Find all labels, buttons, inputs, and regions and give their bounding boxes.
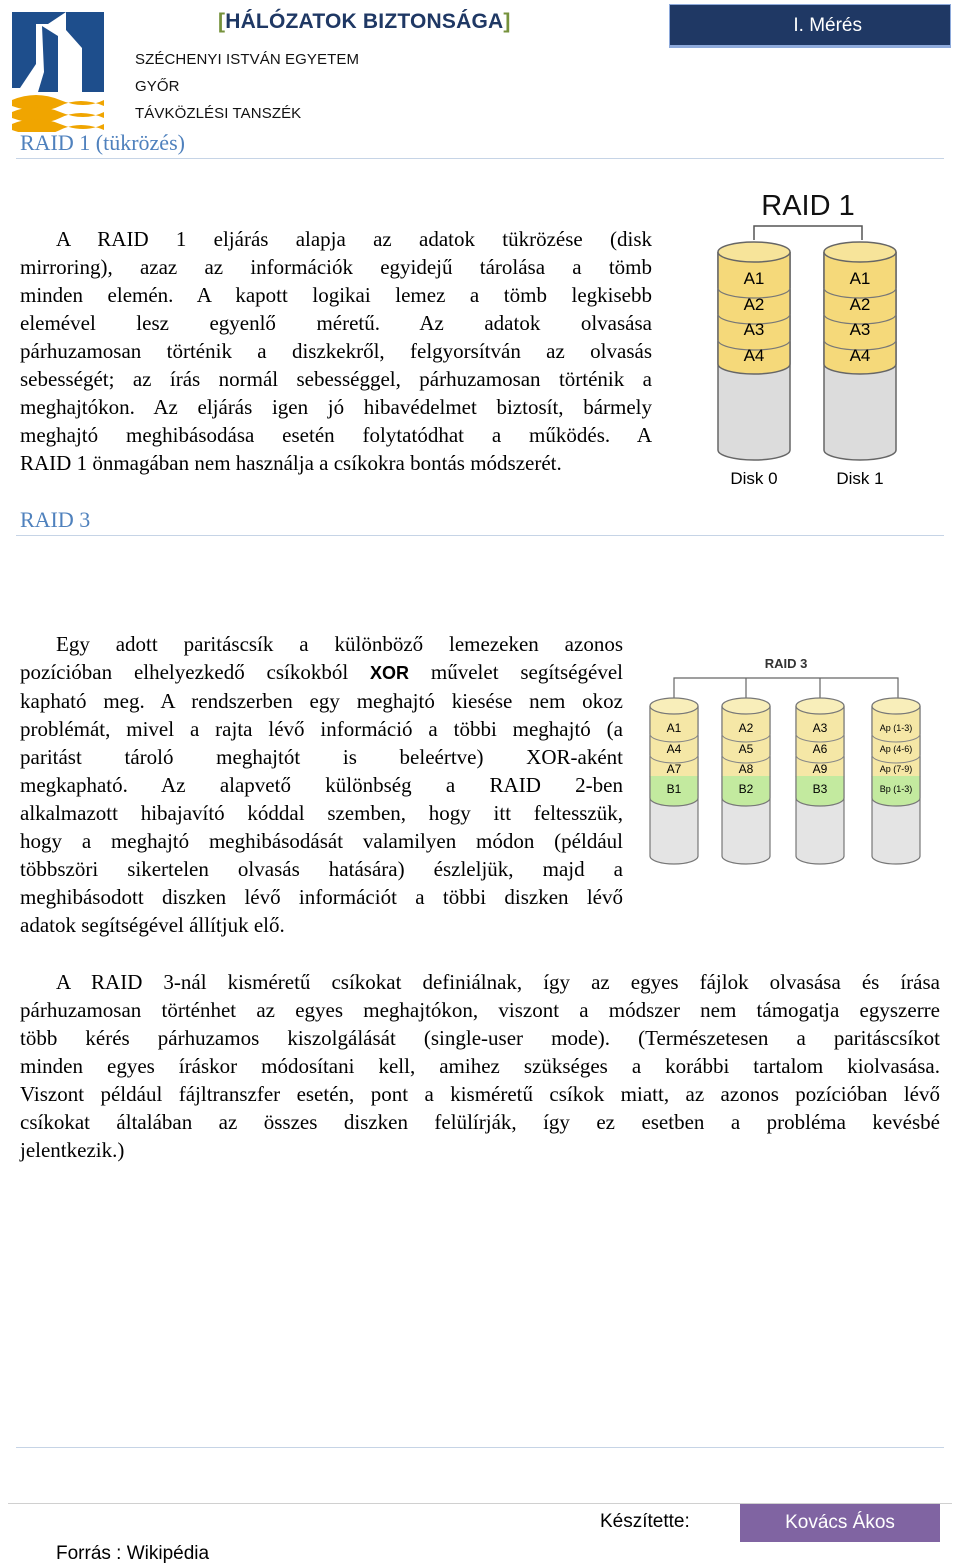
- raid3-title: RAID 3: [764, 656, 808, 671]
- block-label: A3: [849, 320, 871, 339]
- measure-label-box: [669, 4, 951, 46]
- paragraph-line: problémát, mivel a rajta lévő információ a többi meghajtó (a: [20, 717, 623, 741]
- author-box: [740, 1504, 940, 1542]
- paragraph-text: pozícióban elhelyezkedő csíkokból: [20, 660, 371, 684]
- paragraph-line: többszöri sikertelen olvasás hatására) észleljük, majd a: [20, 857, 623, 881]
- university-city: GYŐR: [135, 78, 180, 95]
- disk-label: Disk 0: [730, 469, 778, 488]
- paragraph-line: hogy a meghajtó meghibásodását valamilyen módon (például: [20, 829, 623, 853]
- section-rule: [16, 158, 944, 159]
- bracket-open: [: [218, 10, 226, 33]
- block-label: A2: [738, 721, 754, 735]
- block-label: A5: [738, 742, 754, 756]
- paragraph-line: párhuzamosan történik a diszkekről, felgyorsítván az olvasás: [20, 339, 652, 363]
- paragraph-line: meghajtó meghibásodása esetén folytatódhat a működés. A: [20, 423, 652, 447]
- source-note: Forrás : Wikipédia: [56, 1543, 210, 1564]
- paragraph-line: mirroring), azaz az információk egyidejű tárolása a tömb: [20, 255, 652, 279]
- prepared-by-label: Készítette:: [600, 1511, 690, 1532]
- footer-rule: [16, 1447, 944, 1448]
- paragraph-raid3: [20, 630, 623, 939]
- department-name: TÁVKÖZLÉSI TANSZÉK: [135, 105, 302, 122]
- paragraph-line: alkalmazott hibajavító kóddal szemben, hogy itt feltesszük,: [20, 801, 623, 825]
- block-label: B2: [738, 782, 754, 796]
- block-label: B1: [666, 782, 682, 796]
- paragraph-line: Egy adott paritáscsík a különböző lemezeken azonos: [56, 632, 623, 656]
- paragraph-line: jelentkezik.): [20, 1138, 125, 1162]
- block-label: A1: [743, 269, 765, 288]
- paragraph-raid3-detail: [20, 968, 940, 1164]
- section-heading-raid1: RAID 1 (tükrözés): [20, 130, 185, 155]
- block-label: A4: [743, 346, 765, 365]
- paragraph-line: sebességét; az írás normál sebességgel, párhuzamosan történik a: [20, 367, 652, 391]
- paragraph-line: minden elemén. A kapott logikai lemez a tömb legkisebb: [20, 283, 652, 307]
- paragraph-line: A RAID 1 eljárás alapja az adatok tükrözése (disk: [56, 227, 652, 251]
- raid3-disk-2: [722, 698, 770, 864]
- paragraph-text: művelet segítségével: [409, 660, 623, 684]
- raid3-parity-disk: [872, 698, 920, 864]
- raid3-diagram: [646, 652, 926, 876]
- block-label: A2: [849, 295, 871, 314]
- raid1-connector: [754, 226, 862, 240]
- block-label: Ap (4-6): [879, 744, 913, 754]
- block-label: A3: [812, 721, 828, 735]
- xor-keyword: XOR: [370, 663, 410, 683]
- block-label: A8: [738, 762, 754, 776]
- paragraph-line: Viszont például fájltranszfer esetén, pont a kisméretű csíkok miatt, az azonos pozícióban lévő: [20, 1082, 940, 1106]
- measure-label: I. Mérés: [793, 15, 862, 36]
- paragraph-line: elemével lesz egyenlő méretű. Az adatok olvasása: [20, 311, 652, 335]
- paragraph-line: meghibásodott diszken lévő információt a többi diszken lévő: [20, 885, 623, 909]
- paragraph-line: minden egyes íráskor módosítani kell, amihez szükséges a korábbi tartalom kiolvasása.: [20, 1054, 940, 1078]
- section-heading-raid3: RAID 3: [20, 507, 91, 532]
- block-label: A1: [849, 269, 871, 288]
- block-label: Ap (1-3): [879, 723, 913, 733]
- block-label: A6: [812, 742, 828, 756]
- block-label: A9: [812, 762, 828, 776]
- paragraph-line: paritást tároló meghajtót is beleértve) XOR-aként: [20, 745, 623, 769]
- paragraph-line: adatok segítségével állítjuk elő.: [20, 913, 285, 937]
- document-title: [218, 10, 511, 34]
- paragraph-line: meghajtókon. Az eljárás igen jó hibavédelmet biztosít, bármely: [20, 395, 652, 419]
- paragraph-line: kapható meg. A rendszerben egy meghajtó kiesése nem okoz: [20, 689, 623, 713]
- paragraph-line: több kérés párhuzamos kiszolgálását (single-user mode). (Természetesen a paritáscsíkot: [20, 1026, 940, 1050]
- paragraph-raid1: [20, 225, 652, 477]
- university-logo: [8, 8, 108, 132]
- raid3-connector: [674, 678, 898, 698]
- block-label: A2: [743, 295, 765, 314]
- author-name: Kovács Ákos: [785, 1512, 895, 1533]
- paragraph-line: párhuzamosan történhet az egyes meghajtókon, viszont a módszer nem támogatja egyszerre: [20, 998, 940, 1022]
- block-label: A7: [666, 762, 682, 776]
- university-name: SZÉCHENYI ISTVÁN EGYETEM: [135, 51, 360, 68]
- disk-0: [718, 242, 790, 488]
- raid3-disk-3: [796, 698, 844, 864]
- raid3-disk-1: [650, 698, 698, 864]
- raid1-diagram: [712, 186, 912, 492]
- block-label: A1: [666, 721, 682, 735]
- measure-stripe: [669, 45, 951, 48]
- document-title-text: HÁLÓZATOK BIZTONSÁGA: [225, 10, 504, 33]
- paragraph-line: RAID 1 önmagában nem használja a csíkokra bontás módszerét.: [20, 451, 562, 475]
- bracket-close: ]: [503, 10, 511, 33]
- block-label: A4: [666, 742, 682, 756]
- paragraph-line-xor: [20, 658, 623, 687]
- raid1-title: RAID 1: [761, 190, 855, 222]
- block-label: Bp (1-3): [879, 784, 913, 794]
- paragraph-line: megkapható. Az alapvető különbség a RAID 2-ben: [20, 773, 623, 797]
- block-label: B3: [812, 782, 828, 796]
- disk-label: Disk 1: [836, 469, 884, 488]
- paragraph-line: csíkokat általában az összes diszken felülírják, így ez esetben a probléma kevésbé: [20, 1110, 940, 1134]
- disk-1: [824, 242, 896, 488]
- section-rule: [16, 535, 944, 536]
- paragraph-line: A RAID 3-nál kisméretű csíkokat definiálnak, így az egyes fájlok olvasása és írása: [56, 970, 940, 994]
- block-label: A4: [849, 346, 871, 365]
- block-label: Ap (7-9): [879, 764, 913, 774]
- block-label: A3: [743, 320, 765, 339]
